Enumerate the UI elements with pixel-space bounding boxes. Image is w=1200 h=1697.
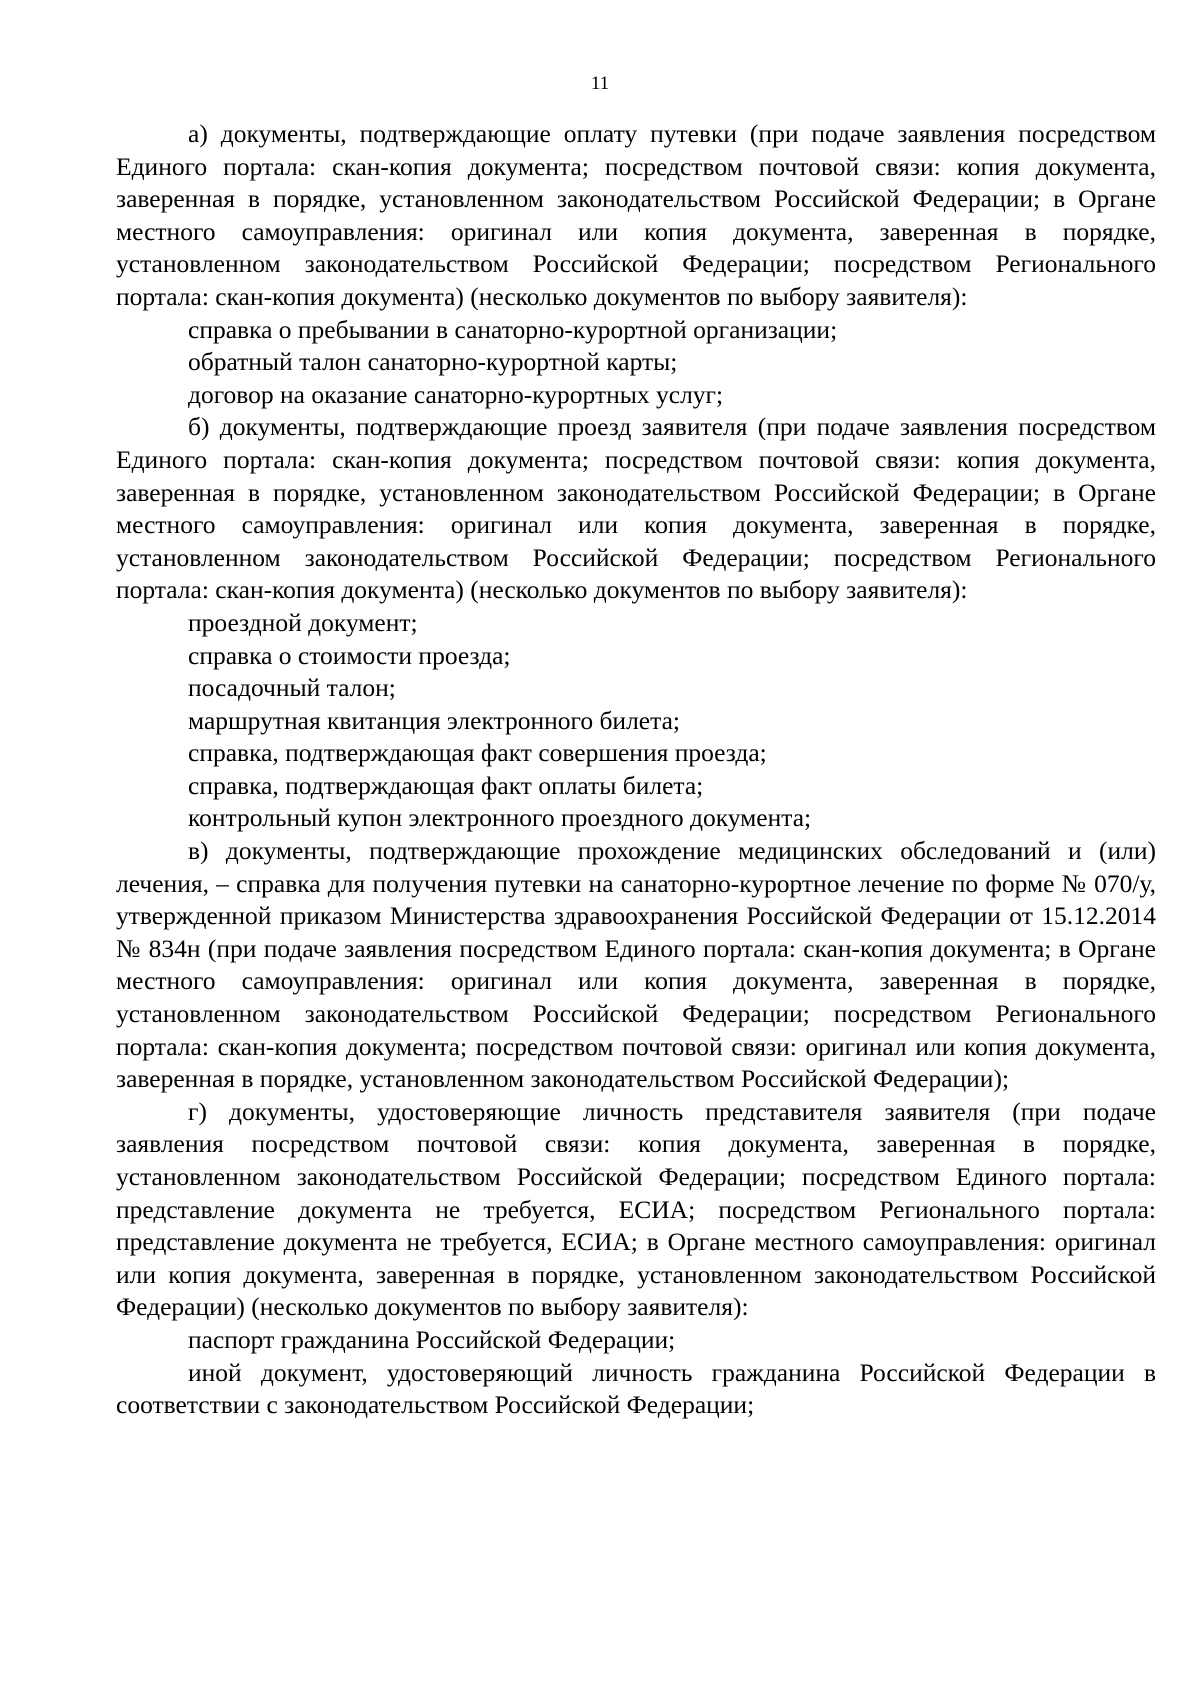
list-item-control-coupon: контрольный купон электронного проездного документа; xyxy=(188,803,812,833)
list-item-services-contract: договор на оказание санаторно-курортных услуг; xyxy=(188,379,724,409)
list-item-payment-certificate: справка, подтверждающая факт оплаты билета; xyxy=(188,770,704,800)
list-item-fare-certificate: справка о стоимости проезда; xyxy=(188,640,511,670)
paragraph-travel-documents: б) документы, подтверждающие проезд заявителя (при подаче заявления посредством Единого портала: скан-копия документа; посредством почтовой связи: копия документа, заверенная в порядке, установленном законодательством Российской Федерации; в Органе местного самоуправления: оригинал или копия документа, заверенная в порядке, установленном законодательством Российской Федерации; посредством Регионального портала: скан-копия документа) (несколько документов по выбору заявителя): xyxy=(116,412,1156,605)
list-item-sanatorium-stay-certificate: справка о пребывании в санаторно-курортной организации; xyxy=(188,314,838,344)
list-item-return-coupon: обратный талон санаторно-курортной карты; xyxy=(188,347,678,377)
list-item-e-ticket-receipt: маршрутная квитанция электронного билета; xyxy=(188,705,680,735)
paragraph-payment-documents: а) документы, подтверждающие оплату путевки (при подаче заявления посредством Единого портала: скан-копия документа; посредством почтовой связи: копия документа, заверенная в порядке, установленном законодательством Российской Федерации; в Органе местного самоуправления: оригинал или копия документа, заверенная в порядке, установленном законодательством Российской Федерации; посредством Регионального портала: скан-копия документа) (несколько документов по выбору заявителя): xyxy=(116,119,1156,311)
document-body xyxy=(116,118,1156,1422)
list-item-trip-certificate: справка, подтверждающая факт совершения проезда; xyxy=(188,738,767,768)
list-item-travel-document: проездной документ; xyxy=(188,607,418,637)
paragraph-medical-documents: в) документы, подтверждающие прохождение медицинских обследований и (или) лечения, – справка для получения путевки на санаторно-курортное лечение по форме № 070/у, утвержденной приказом Министерства здравоохранения Российской Федерации от 15.12.2014 № 834н (при подаче заявления посредством Единого портала: скан-копия документа; в Органе местного самоуправления: оригинал или копия документа, заверенная в порядке, установленном законодательством Российской Федерации; посредством Регионального портала: скан-копия документа; посредством почтовой связи: оригинал или копия документа, заверенная в порядке, установленном законодательством Российской Федерации); xyxy=(116,836,1156,1094)
page-number: 11 xyxy=(590,73,610,94)
list-item-other-identity-document: иной документ, удостоверяющий личность гражданина Российской Федерации в соответствии с законодательством Российской Федерации; xyxy=(116,1357,1156,1420)
list-item-boarding-pass: посадочный талон; xyxy=(188,673,396,703)
paragraph-representative-identity: г) документы, удостоверяющие личность представителя заявителя (при подаче заявления посредством почтовой связи: копия документа, заверенная в порядке, установленном законодательством Российской Федерации; посредством Единого портала: представление документа не требуется, ЕСИА; посредством Регионального портала: представление документа не требуется, ЕСИА; в Органе местного самоуправления: оригинал или копия документа, заверенная в порядке, установленном законодательством Российской Федерации) (несколько документов по выбору заявителя): xyxy=(116,1096,1156,1322)
list-item-passport: паспорт гражданина Российской Федерации; xyxy=(188,1324,676,1354)
